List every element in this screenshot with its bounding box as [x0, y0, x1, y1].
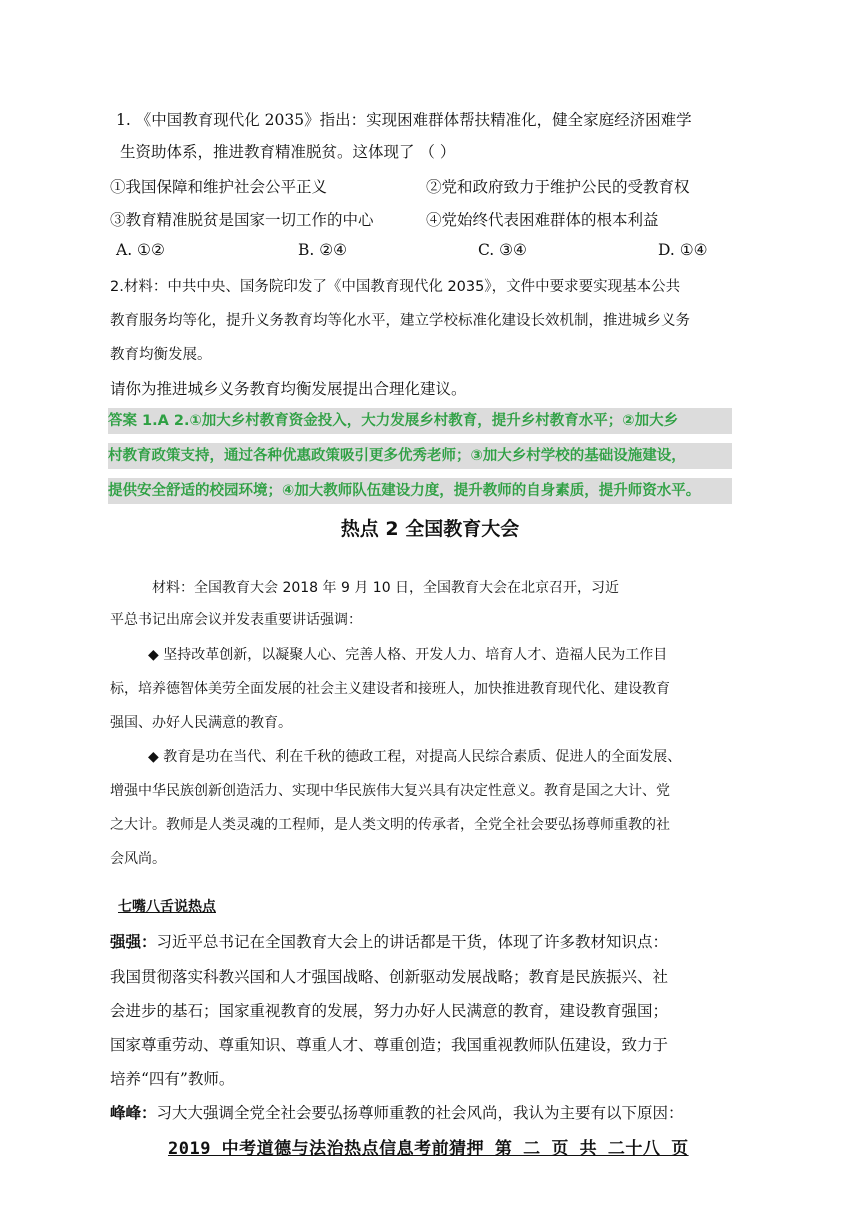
fengfeng-line-1: 习大大强调全党全社会要弘扬尊师重教的社会风尚，我认为主要有以下原因： — [156, 1104, 684, 1122]
answer-line-2: 村教育政策支持，通过各种优惠政策吸引更多优秀老师；③加大乡村学校的基础设施建设， — [108, 443, 732, 469]
material-line-2: 平总书记出席会议并发表重要讲话强调： — [110, 612, 362, 628]
qiangqiang-line-5: 培养“四有”教师。 — [110, 1070, 235, 1088]
q2-line-2: 教育服务均等化，提升义务教育均等化水平，建立学校标准化建设长效机制，推进城乡义务 — [110, 313, 690, 329]
q1-option-a: A. ①② — [116, 241, 165, 259]
q1-line-2: 生资助体系，推进教育精准脱贫。这体现了 （ ） — [120, 143, 456, 161]
qiangqiang-line-1: 习近平总书记在全国教育大会上的讲话都是干货，体现了许多教材知识点： — [156, 933, 669, 951]
discussion-heading: 七嘴八舌说热点 — [118, 899, 216, 915]
bullet-2-line-4: 会风尚。 — [110, 851, 166, 867]
section-title: 热点 2 全国教育大会 — [340, 518, 520, 540]
material-line-1: 材料：全国教育大会 2018 年 9 月 10 日，全国教育大会在北京召开，习近 — [152, 580, 620, 596]
q2-prompt: 请你为推进城乡义务教育均衡发展提出合理化建议。 — [110, 380, 467, 398]
q1-statement-4: ④党始终代表困难群体的根本利益 — [426, 211, 659, 229]
answer-line-3: 提供安全舒适的校园环境；④加大教师队伍建设力度，提升教师的自身素质，提升师资水平。 — [108, 478, 732, 504]
bullet-1-line-1: ◆ 坚持改革创新，以凝聚人心、完善人格、开发人力、培育人才、造福人民为工作目 — [148, 647, 668, 663]
qiangqiang-line-2: 我国贯彻落实科教兴国和人才强国战略、创新驱动发展战略；教育是民族振兴、社 — [110, 968, 669, 986]
qiangqiang-line-3: 会进步的基石；国家重视教育的发展，努力办好人民满意的教育，建设教育强国； — [110, 1002, 669, 1020]
qiangqiang-line-4: 国家尊重劳动、尊重知识、尊重人才、尊重创造；我国重视教师队伍建设，致力于 — [110, 1036, 669, 1054]
bullet-2-line-2: 增强中华民族创新创造活力、实现中华民族伟大复兴具有决定性意义。教育是国之大计、党 — [110, 783, 670, 799]
answer-line-1: 答案 1.A 2.①加大乡村教育资金投入，大力发展乡村教育，提升乡村教育水平；②加大乡 — [108, 408, 732, 434]
bullet-1-line-3: 强国、办好人民满意的教育。 — [110, 715, 292, 731]
speaker-qiangqiang: 强强： — [110, 933, 157, 951]
bullet-1-line-2: 标，培养德智体美劳全面发展的社会主义建设者和接班人，加快推进教育现代化、建设教育 — [110, 681, 670, 697]
qiangqiang-paragraph — [110, 930, 668, 952]
q1-option-d: D. ①④ — [658, 241, 708, 259]
bullet-2-line-1: ◆ 教育是功在当代、利在千秋的德政工程，对提高人民综合素质、促进人的全面发展、 — [148, 749, 682, 765]
fengfeng-paragraph — [110, 1101, 684, 1123]
q1-statement-1: ①我国保障和维护社会公平正义 — [110, 178, 328, 196]
q1-statement-3: ③教育精准脱贫是国家一切工作的中心 — [110, 211, 374, 229]
q1-statement-2: ②党和政府致力于维护公民的受教育权 — [426, 178, 690, 196]
q1-option-c: C. ③④ — [478, 241, 527, 259]
page-footer: 2019 中考道德与法治热点信息考前猜押 第 二 页 共 二十八 页 — [168, 1139, 689, 1159]
q2-line-1: 2.材料：中共中央、国务院印发了《中国教育现代化 2035》，文件中要求要实现基本公共 — [110, 279, 681, 295]
bullet-2-line-3: 之大计。教师是人类灵魂的工程师，是人类文明的传承者，全党全社会要弘扬尊师重教的社 — [110, 817, 670, 833]
q2-line-3: 教育均衡发展。 — [110, 347, 212, 363]
q1-line-1: 1. 《中国教育现代化 2035》指出：实现困难群体帮扶精准化，健全家庭经济困难学 — [116, 111, 692, 129]
q1-option-b: B. ②④ — [298, 241, 348, 259]
speaker-fengfeng: 峰峰： — [110, 1104, 157, 1122]
